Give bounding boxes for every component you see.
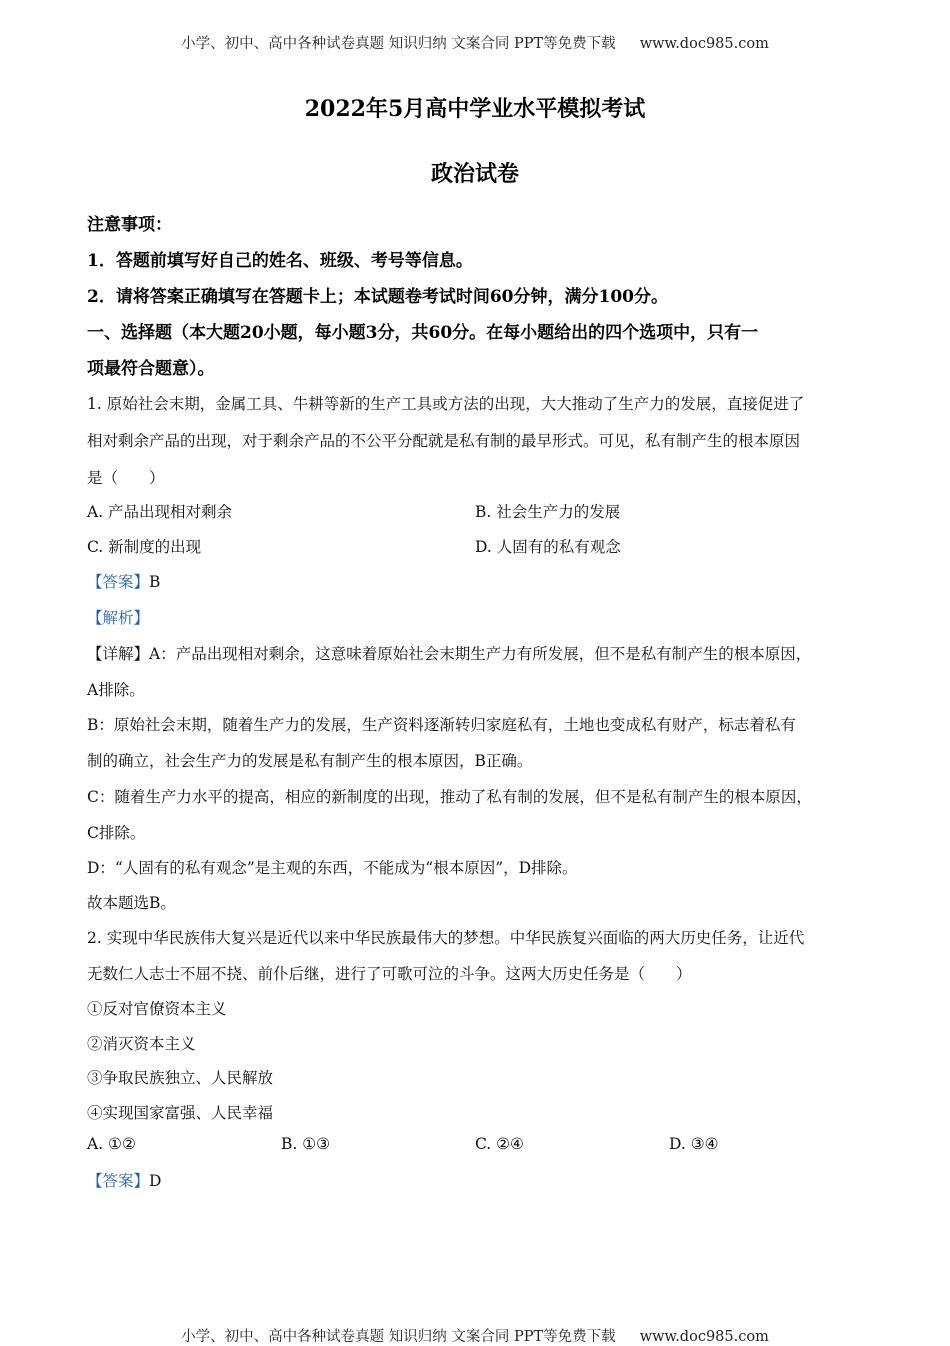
header-url[interactable]: www.doc985.com	[639, 36, 769, 52]
q1-option-c: C. 新制度的出现	[87, 538, 202, 556]
answer-value: B	[149, 573, 161, 591]
answer-value: D	[149, 1172, 162, 1190]
q1-detail-line: 制的确立，社会生产力的发展是私有制产生的根本原因，B正确。	[87, 752, 533, 770]
q2-item: ②消灭资本主义	[87, 1035, 196, 1053]
footer-text: 小学、初中、高中各种试卷真题 知识归纳 文案合同 PPT等免费下载	[181, 1329, 616, 1345]
q2-answer	[87, 1169, 161, 1191]
question-2-text: 无数仁人志士不屈不挠、前仆后继，进行了可歌可泣的斗争。这两大历史任务是（ ）	[87, 965, 692, 983]
q2-item: ③争取民族独立、人民解放	[87, 1069, 274, 1087]
section-heading-cont: 项最符合题意）。	[87, 359, 215, 379]
detail-text: A：产品出现相对剩余，这意味着原始社会末期生产力有所发展，但不是私有制产生的根本原因，	[149, 645, 812, 663]
q2-item: ④实现国家富强、人民幸福	[87, 1104, 274, 1122]
question-2-text: 2. 实现中华民族伟大复兴是近代以来中华民族最伟大的梦想。中华民族复兴面临的两大历史任务，让近代	[87, 929, 805, 947]
page-header	[0, 32, 950, 53]
analysis-tag: 【解析】	[87, 609, 150, 627]
section-heading: 一、选择题（本大题20小题，每小题3分，共60分。在每小题给出的四个选项中，只有一	[87, 323, 759, 343]
q1-detail-line: C：随着生产力水平的提高，相应的新制度的出现，推动了私有制的发展，但不是私有制产生的根本原因，	[87, 788, 812, 806]
q2-option-c: C. ②④	[475, 1135, 524, 1153]
exam-subtitle: 政治试卷	[430, 161, 519, 187]
q1-detail-line: B：原始社会末期，随着生产力的发展，生产资料逐渐转归家庭私有，土地也变成私有财产，标志着私有	[87, 716, 796, 734]
header-text: 小学、初中、高中各种试卷真题 知识归纳 文案合同 PPT等免费下载	[181, 36, 616, 52]
question-1-text: 相对剩余产品的出现，对于剩余产品的不公平分配就是私有制的最早形式。可见，私有制产生的根本原因	[87, 432, 801, 450]
q2-item: ①反对官僚资本主义	[87, 1000, 227, 1018]
q2-option-b: B. ①③	[281, 1135, 331, 1153]
q1-detail	[87, 642, 811, 664]
q1-detail-line: C排除。	[87, 824, 146, 842]
q1-detail-line: A排除。	[87, 681, 145, 699]
page-footer	[0, 1325, 950, 1346]
question-1-text: 是（ ）	[87, 469, 165, 487]
question-1-text: 1. 原始社会末期，金属工具、牛耕等新的生产工具或方法的出现，大大推动了生产力的发展，直接促进了	[87, 395, 805, 413]
notice-heading: 注意事项：	[87, 215, 172, 235]
q2-option-a: A. ①②	[87, 1135, 136, 1153]
q1-option-a: A. 产品出现相对剩余	[87, 503, 233, 521]
notice-item: 1．答题前填写好自己的姓名、班级、考号等信息。	[87, 251, 473, 271]
q2-option-d: D. ③④	[669, 1135, 719, 1153]
q1-option-d: D. 人固有的私有观念	[475, 538, 621, 556]
answer-tag: 【答案】	[87, 573, 150, 591]
notice-item: 2．请将答案正确填写在答题卡上；本试题卷考试时间60分钟，满分100分。	[87, 287, 668, 307]
q1-option-b: B. 社会生产力的发展	[475, 503, 621, 521]
q1-answer	[87, 570, 160, 592]
q1-detail-line: D：“人固有的私有观念”是主观的东西，不能成为“根本原因”，D排除。	[87, 859, 578, 877]
detail-tag: 【详解】	[87, 645, 150, 663]
exam-title: 2022年5月高中学业水平模拟考试	[304, 96, 646, 122]
answer-tag: 【答案】	[87, 1172, 150, 1190]
q1-detail-line: 故本题选B。	[87, 894, 176, 912]
footer-url[interactable]: www.doc985.com	[639, 1329, 769, 1345]
